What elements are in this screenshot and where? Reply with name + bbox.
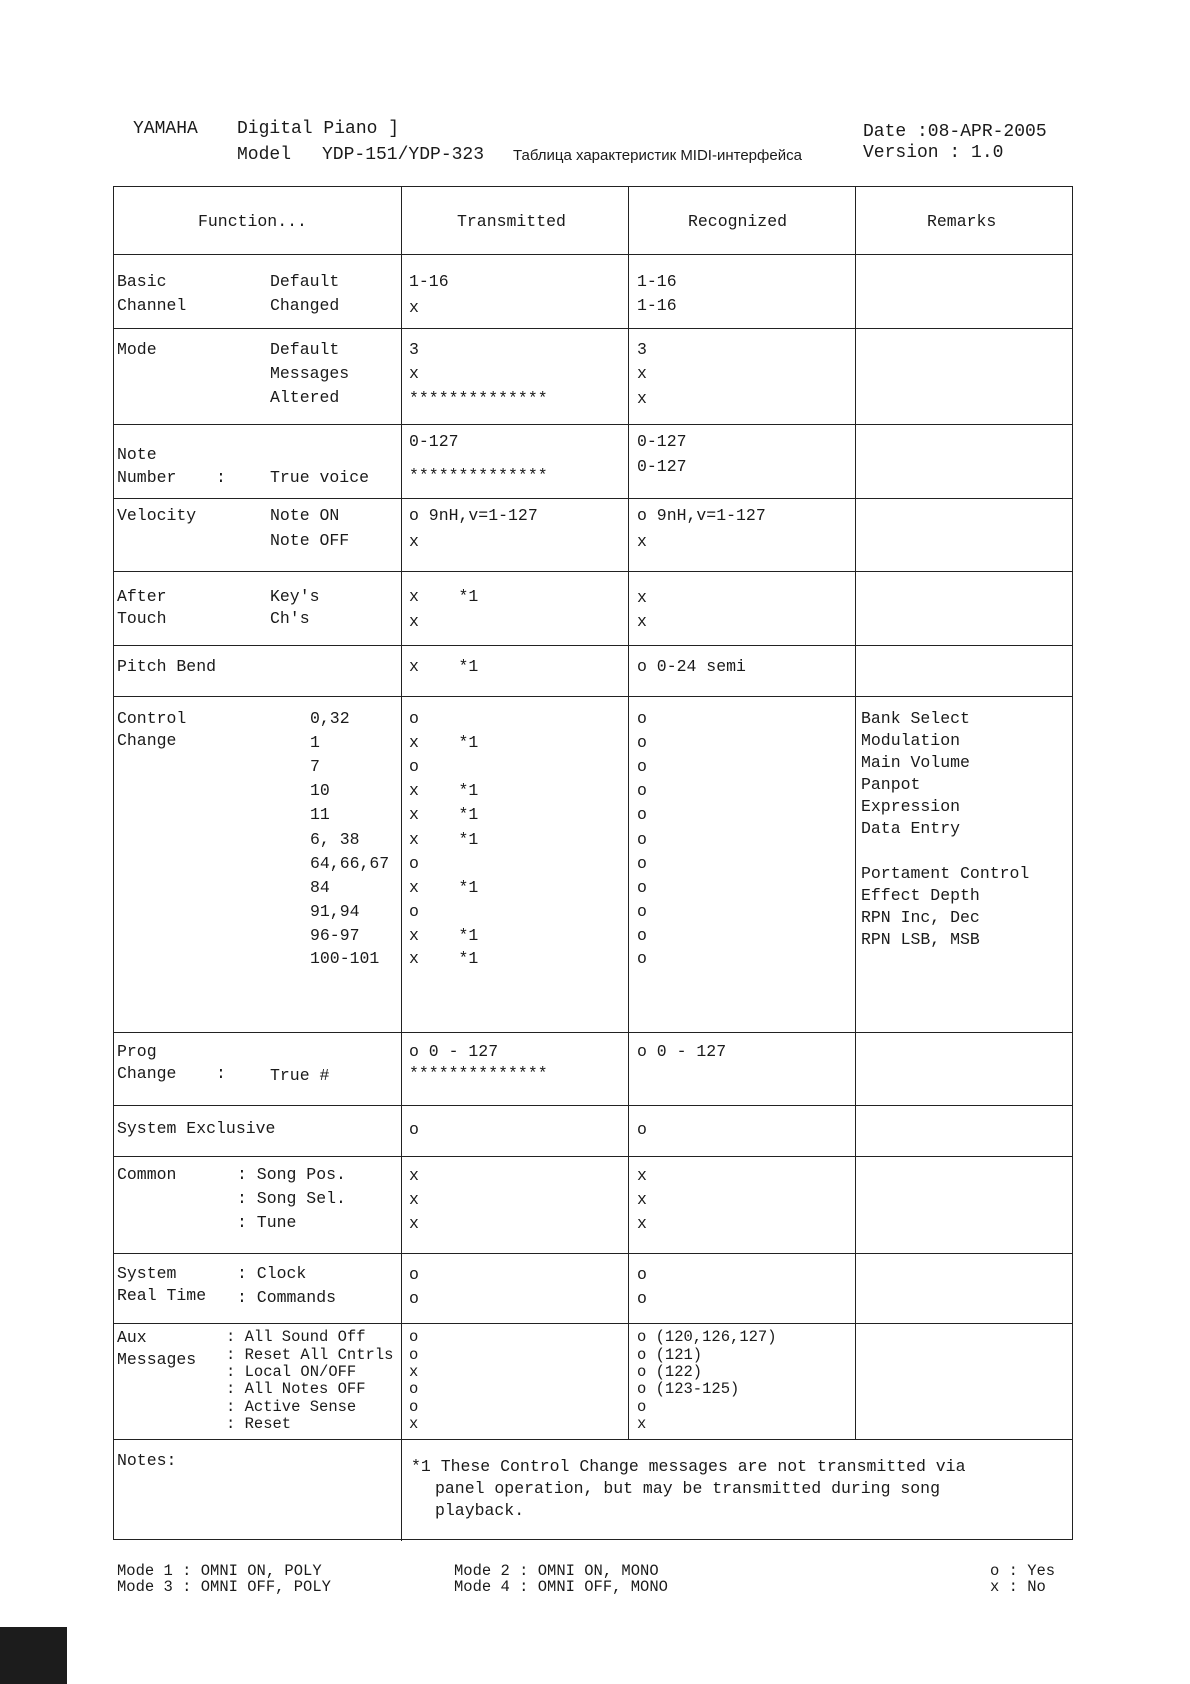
transmitted-value: o [409,709,419,728]
recognized-value: o [637,1265,647,1284]
transmitted-value: x [409,532,419,551]
transmitted-value: x *1 [409,949,479,968]
control-number: 84 [310,878,330,897]
control-number: 11 [310,805,330,824]
recognized-value: o [637,709,647,728]
transmitted-value: o [409,1346,419,1364]
row-label: System [117,1264,177,1283]
row-label: Pitch Bend [117,657,217,676]
row-divider [114,1032,1072,1033]
column-header-transmitted: Transmitted [457,212,566,231]
recognized-value: o (123-125) [637,1380,740,1398]
transmitted-value: o [409,1328,419,1346]
recognized-value: o [637,830,647,849]
row-sublabel: Messages [270,364,350,383]
row-label: Change [117,731,177,750]
control-number: 10 [310,781,330,800]
column-divider [855,187,856,1439]
transmitted-value: 0-127 [409,432,459,451]
recognized-value: o [637,949,647,968]
recognized-value: x [637,389,647,408]
transmitted-value: x [409,298,419,317]
transmitted-value: x *1 [409,657,479,676]
recognized-value: x [637,364,647,383]
row-sublabel: Altered [270,388,340,407]
row-sublabel: : Commands [237,1288,337,1307]
control-number: 7 [310,757,320,776]
aux-sublabel: : All Sound Off [226,1328,366,1346]
mode-legend: Mode 3 : OMNI OFF, POLY [117,1578,331,1596]
remark-text: Panpot [861,775,921,794]
recognized-value: x [637,1166,647,1185]
recognized-value: 1-16 [637,272,677,291]
document-date: Date :08-APR-2005 [863,122,1047,142]
recognized-value: o (122) [637,1363,703,1381]
remark-text: Expression [861,797,961,816]
row-divider [114,254,1072,255]
transmitted-value: 3 [409,340,419,359]
row-sublabel: Changed [270,296,340,315]
recognized-value: x [637,1190,647,1209]
aux-sublabel: : Reset [226,1415,292,1433]
transmitted-value: o [409,1398,419,1416]
transmitted-value: o 9nH,v=1-127 [409,506,538,525]
column-divider [401,187,402,1541]
row-label: Prog [117,1042,157,1061]
row-sublabel: : Tune [237,1213,297,1232]
recognized-value: 1-16 [637,296,677,315]
recognized-value: o [637,1120,647,1139]
row-label: After [117,587,167,606]
recognized-value: 0-127 [637,457,687,476]
column-header-recognized: Recognized [688,212,788,231]
chart-subtitle: Таблица характеристик MIDI-интерфейса [513,147,802,164]
symbol-legend: o : Yes [990,1562,1056,1580]
remark-text: Main Volume [861,753,970,772]
row-label: Change [117,1064,177,1083]
row-label: Velocity [117,506,197,525]
row-sublabel: Note ON [270,506,340,525]
transmitted-value: x *1 [409,805,479,824]
remark-text: Portament Control [861,864,1030,883]
remark-text: RPN LSB, MSB [861,930,980,949]
recognized-value: 3 [637,340,647,359]
row-label: Mode [117,340,157,359]
control-number: 100-101 [310,949,380,968]
recognized-value: x [637,1415,647,1433]
symbol-legend: x : No [990,1578,1046,1596]
recognized-value: o 0-24 semi [637,657,746,676]
recognized-value: o [637,1398,647,1416]
row-divider [114,498,1072,499]
product-name: Digital Piano ] [237,119,400,139]
recognized-value: o (120,126,127) [637,1328,777,1346]
recognized-value: o 0 - 127 [637,1042,727,1061]
column-header-remarks: Remarks [927,212,997,231]
row-sublabel: Key's [270,587,320,606]
remark-text: Modulation [861,731,961,750]
row-divider [114,1156,1072,1157]
transmitted-value: o [409,902,419,921]
recognized-value: o [637,805,647,824]
remark-text: Data Entry [861,819,961,838]
row-sublabel: : Clock [237,1264,307,1283]
transmitted-value: o [409,1289,419,1308]
row-divider [114,424,1072,425]
remark-text: Effect Depth [861,886,980,905]
document-version: Version : 1.0 [863,143,1004,163]
aux-sublabel: : All Notes OFF [226,1380,366,1398]
transmitted-value: x [409,1214,419,1233]
remark-text: RPN Inc, Dec [861,908,980,927]
mode-legend: Mode 1 : OMNI ON, POLY [117,1562,322,1580]
row-label: Basic [117,272,167,291]
transmitted-value: x *1 [409,781,479,800]
recognized-value: o [637,757,647,776]
transmitted-value: ************** [409,466,548,485]
recognized-value: x [637,1214,647,1233]
transmitted-value: o [409,1380,419,1398]
brand-name: YAMAHA [133,119,198,139]
row-label: System Exclusive [117,1119,276,1138]
column-header-function: Function... [198,212,307,231]
control-number: 96-97 [310,926,360,945]
transmitted-value: x [409,364,419,383]
transmitted-value: x *1 [409,926,479,945]
control-number: 91,94 [310,902,360,921]
transmitted-value: o 0 - 127 [409,1042,499,1061]
row-separator: : [216,468,226,487]
transmitted-value: ************** [409,389,548,408]
row-label: Channel [117,296,187,315]
transmitted-value: x [409,612,419,631]
transmitted-value: x [409,1415,419,1433]
control-number: 1 [310,733,320,752]
transmitted-value: x *1 [409,830,479,849]
remark-text: Bank Select [861,709,970,728]
notes-text: playback. [435,1501,525,1520]
recognized-value: o [637,854,647,873]
notes-text: panel operation, but may be transmitted during song [435,1479,940,1498]
recognized-value: o [637,902,647,921]
transmitted-value: x [409,1190,419,1209]
row-label: Control [117,709,187,728]
model-label: Model [237,145,292,165]
row-sublabel: Ch's [270,609,310,628]
row-divider [114,571,1072,572]
page-corner-block [0,1627,67,1684]
mode-legend: Mode 4 : OMNI OFF, MONO [454,1578,668,1596]
row-sublabel: True # [270,1066,330,1085]
row-label: Number [117,468,177,487]
recognized-value: x [637,588,647,607]
row-label: Real Time [117,1286,207,1305]
transmitted-value: 1-16 [409,272,449,291]
row-separator: : [216,1064,226,1083]
row-divider [114,1439,1072,1440]
notes-text: *1 These Control Change messages are not transmitted via [411,1457,966,1476]
row-sublabel: True voice [270,468,370,487]
row-sublabel: : Song Pos. [237,1165,346,1184]
mode-legend: Mode 2 : OMNI ON, MONO [454,1562,659,1580]
row-divider [114,1323,1072,1324]
row-divider [114,1253,1072,1254]
transmitted-value: x *1 [409,587,479,606]
row-label: Messages [117,1350,197,1369]
recognized-value: o 9nH,v=1-127 [637,506,766,525]
recognized-value: x [637,532,647,551]
recognized-value: o (121) [637,1346,703,1364]
transmitted-value: x *1 [409,878,479,897]
transmitted-value: x *1 [409,733,479,752]
row-divider [114,328,1072,329]
aux-sublabel: : Active Sense [226,1398,357,1416]
recognized-value: o [637,878,647,897]
notes-label: Notes: [117,1451,177,1470]
recognized-value: 0-127 [637,432,687,451]
row-sublabel: Note OFF [270,531,350,550]
row-sublabel: : Song Sel. [237,1189,346,1208]
control-number: 0,32 [310,709,350,728]
aux-sublabel: : Reset All Cntrls [226,1346,394,1364]
recognized-value: o [637,781,647,800]
control-number: 64,66,67 [310,854,390,873]
transmitted-value: x [409,1363,419,1381]
row-sublabel: Default [270,272,340,291]
transmitted-value: o [409,757,419,776]
recognized-value: o [637,926,647,945]
aux-sublabel: : Local ON/OFF [226,1363,357,1381]
transmitted-value: ************** [409,1064,548,1083]
transmitted-value: x [409,1166,419,1185]
row-label: Touch [117,609,167,628]
row-label: Aux [117,1328,147,1347]
row-sublabel: Default [270,340,340,359]
transmitted-value: o [409,1265,419,1284]
recognized-value: x [637,612,647,631]
row-divider [114,696,1072,697]
transmitted-value: o [409,854,419,873]
row-divider [114,1105,1072,1106]
model-value: YDP-151/YDP-323 [322,145,485,165]
column-divider [628,187,629,1439]
transmitted-value: o [409,1120,419,1139]
recognized-value: o [637,1289,647,1308]
control-number: 6, 38 [310,830,360,849]
row-divider [114,645,1072,646]
recognized-value: o [637,733,647,752]
row-label: Common [117,1165,177,1184]
row-label: Note [117,445,157,464]
